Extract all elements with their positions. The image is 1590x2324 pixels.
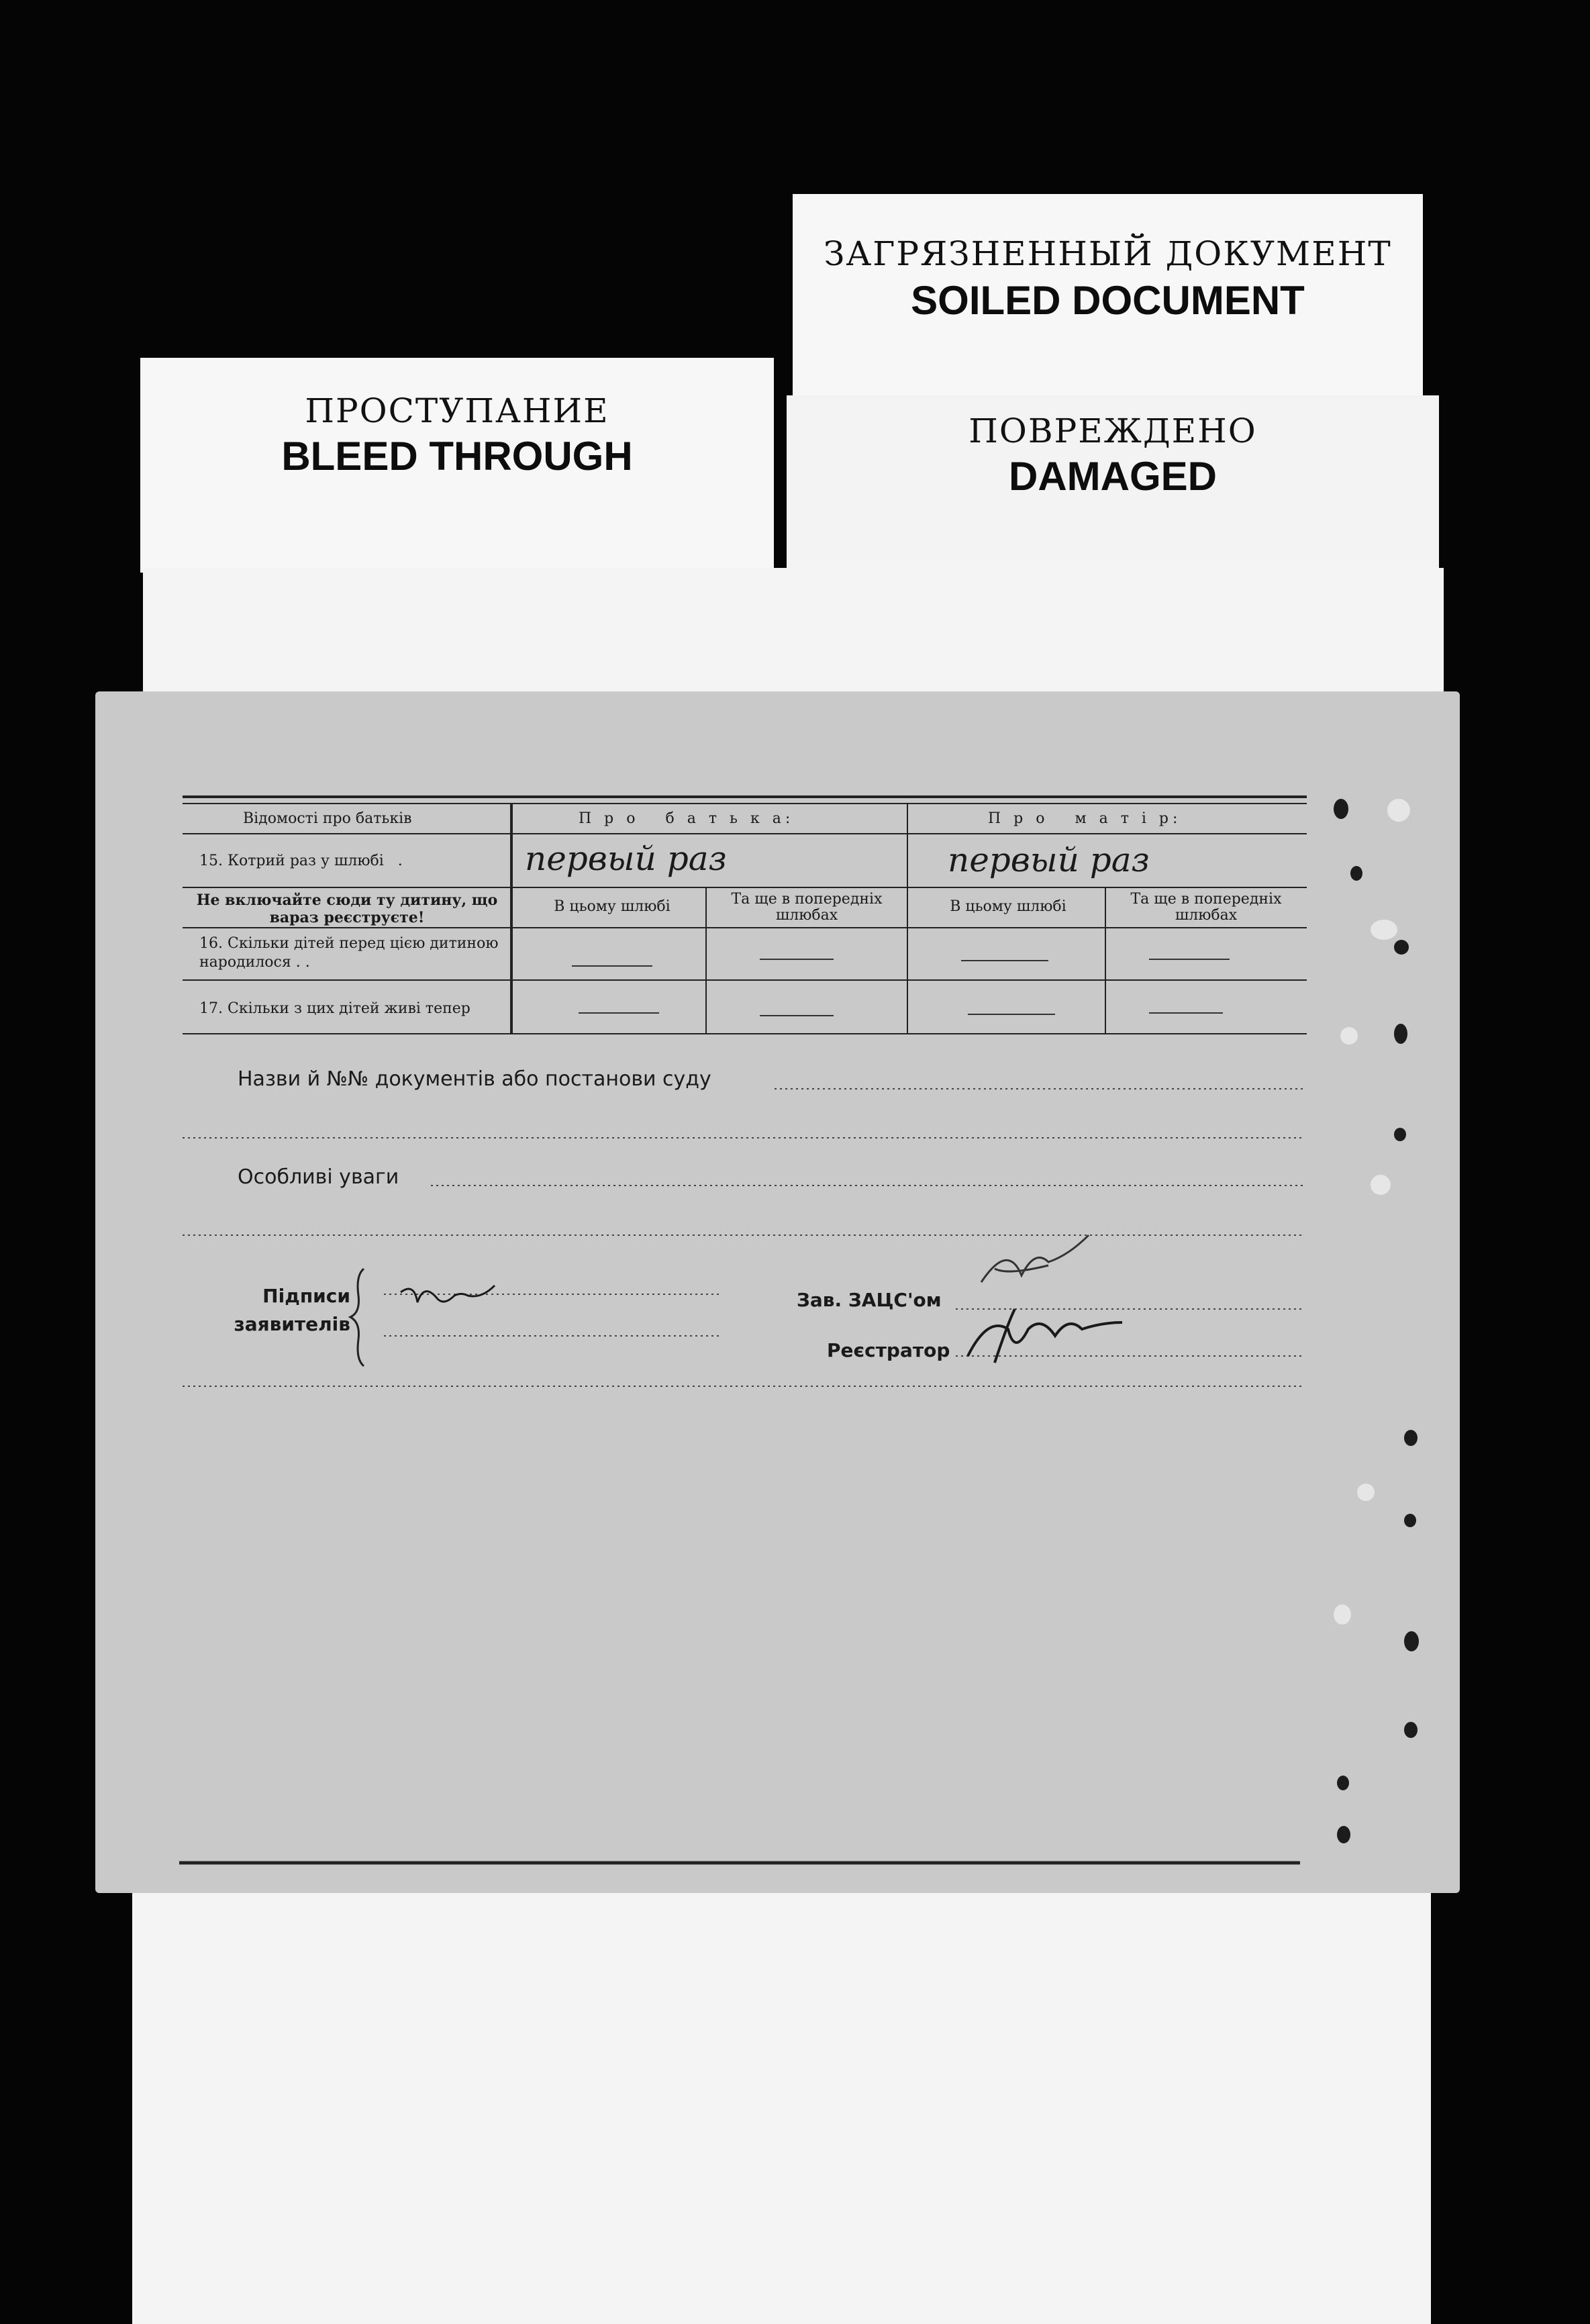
damage-hole [1394,1024,1407,1044]
blank-sheet-bottom [132,1866,1431,2324]
note-label: Не включайте сюди ту дитину, що вараз реєструєте! [196,891,498,926]
header-parents-info: Відомості про батьків [243,810,412,827]
damage-hole [1371,1175,1391,1195]
row15-father-value: первый раз [525,839,727,878]
damage-hole [1394,1128,1406,1141]
soiled-label-ru: ЗАГРЯЗНЕННЫЙ ДОКУМЕНТ [824,234,1392,273]
row17-mother-dash-2 [1149,1012,1223,1014]
soiled-document-label [793,194,1423,409]
row16-label: 16. Скільки дітей перед цією дитиною народилося . . [199,935,499,971]
damage-hole [1404,1430,1418,1446]
damage-hole [1357,1484,1375,1501]
sub-father-prev-marriages: Та ще в попередніх шлюбах [731,891,883,924]
remarks-label: Особливі уваги [238,1165,399,1189]
bleed-through-label [140,358,774,573]
row17-father-dash-2 [760,1015,834,1016]
row16-father-dash-1 [572,965,652,967]
damage-hole [1350,866,1362,881]
sub-father-this-marriage: В цьому шлюбі [554,898,670,915]
damage-hole [1404,1631,1419,1651]
damaged-label [787,395,1439,570]
row17-mother-dash-1 [968,1014,1055,1015]
document-sheet [95,691,1460,1893]
damaged-label-en: DAMAGED [1009,454,1217,499]
row16-father-dash-2 [760,959,834,960]
header-mother: П р о м а т і р: [988,810,1182,827]
row15-mother-value: первый раз [948,840,1150,879]
damage-hole [1340,1027,1358,1045]
damage-hole [1334,1604,1351,1625]
zags-head-label: Зав. ЗАЦС'ом [797,1289,942,1311]
damage-hole [1337,1826,1350,1843]
row16-mother-dash-1 [961,960,1048,961]
damage-hole [1337,1776,1349,1790]
sub-mother-prev-marriages: Та ще в попередніх шлюбах [1130,891,1282,924]
registrar-label: Реєстратор [827,1339,950,1361]
damage-hole [1404,1514,1416,1527]
damage-hole [1394,940,1409,955]
row15-label: 15. Котрий раз у шлюбі . [199,853,403,869]
bleed-label-ru: ПРОСТУПАНИЕ [305,391,609,430]
damage-hole [1387,799,1410,822]
row17-father-dash-1 [579,1012,659,1014]
documents-label: Назви й №№ документів або постанови суду [238,1067,711,1091]
row17-label: 17. Скільки з цих дітей живі тепер [199,1000,470,1017]
sub-mother-this-marriage: В цьому шлюбі [950,898,1066,915]
header-father: П р о б а т ь к а: [579,810,795,827]
row16-mother-dash-2 [1149,959,1230,960]
signatures-label: Підписи заявителів [234,1285,350,1335]
damage-hole [1334,799,1348,819]
soiled-label-en: SOILED DOCUMENT [911,278,1305,323]
bleed-label-en: BLEED THROUGH [281,434,633,479]
damage-hole [1404,1722,1418,1738]
damaged-label-ru: ПОВРЕЖДЕНО [968,411,1257,450]
damage-hole [1371,920,1397,940]
